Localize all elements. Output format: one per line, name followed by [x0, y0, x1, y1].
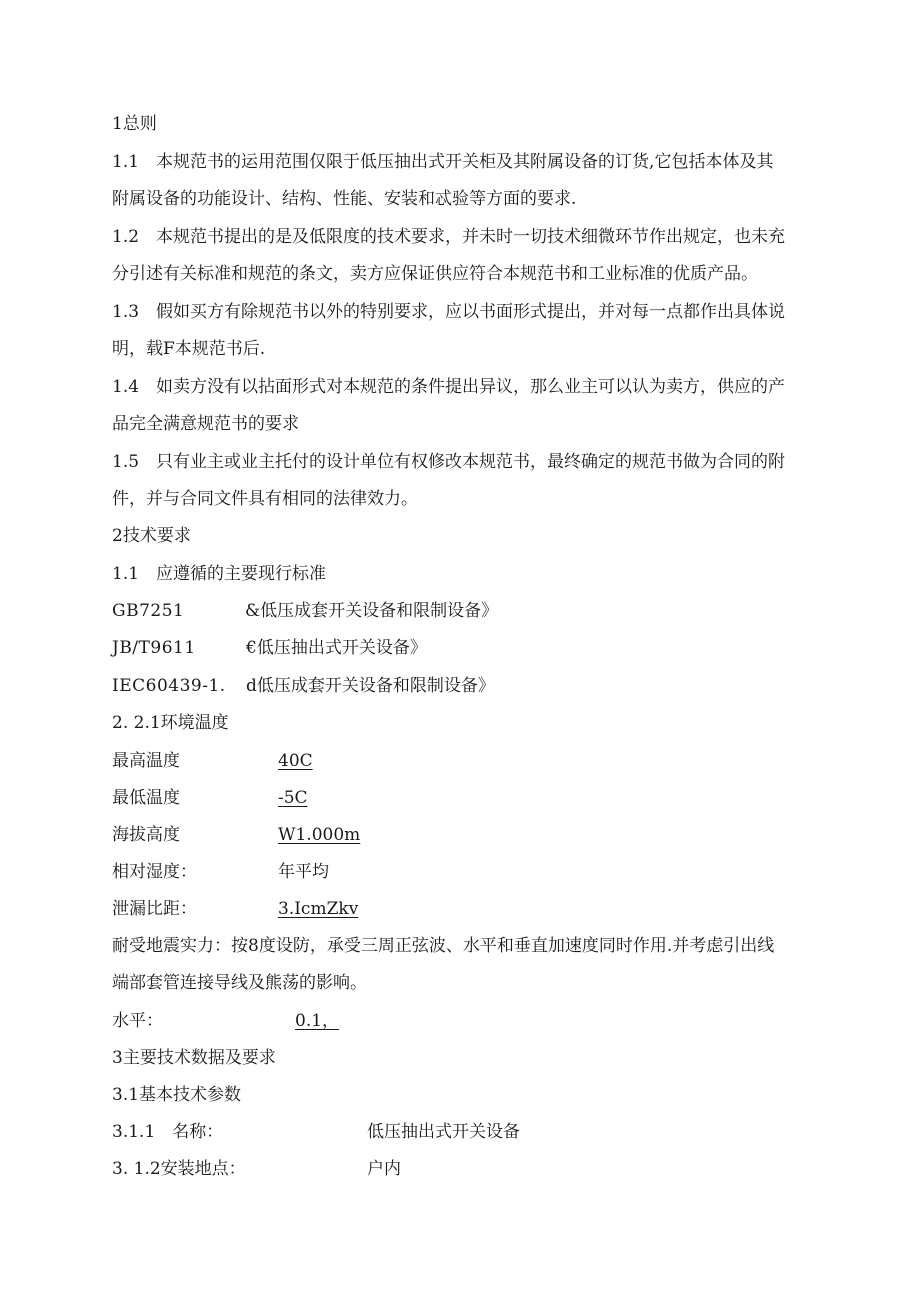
clause-2-2-1-environment: 2. 2.1环境温度 [112, 713, 229, 733]
env-row [112, 861, 847, 883]
standard-name: €低压抽出式开关设备》 [246, 638, 427, 658]
param-label: 3. 1.2安装地点： [112, 1159, 246, 1179]
env-row [112, 824, 847, 846]
clause-1-4-line2: 品完全满意规范书的要求 [112, 414, 299, 434]
param-row [112, 1121, 847, 1143]
clause-1-5-line2: 件，并与合同文件具有相同的法律效力。 [112, 489, 418, 509]
env-value: 40C [278, 751, 313, 771]
horizontal-row [112, 1010, 847, 1032]
section-3-title: 3主要技术数据及要求 [112, 1048, 276, 1068]
clause-1-2-line1: 1.2 本规范书提出的是及低限度的技术要求，并未时一切技术细微环节作出规定，也未充 [112, 227, 786, 247]
clause-1-2-line2: 分引述有关标准和规范的条文，卖方应保证供应符合本规范书和工业标准的优质产品。 [112, 264, 758, 284]
standard-row [112, 675, 847, 697]
env-value: -5C [278, 788, 308, 808]
env-row [112, 787, 847, 809]
clause-1-1-line1: 1.1 本规范书的运用范围仅限于低压抽出式开关柜及其附属设备的订货,它包括本体及其 [112, 152, 774, 172]
clause-1-1-line2: 附属设备的功能设计、结构、性能、安装和忒验等方面的要求. [112, 189, 577, 209]
horizontal-label: 水平： [112, 1011, 163, 1031]
env-label: 最高温度 [112, 751, 180, 771]
clause-2-1-standards: 1.1 应遵循的主要现行标准 [112, 564, 327, 584]
clause-3-1-title: 3.1基本技术参数 [112, 1085, 242, 1105]
standard-row [112, 600, 847, 622]
seismic-line2: 端部套管连接导线及熊荡的影响。 [112, 973, 367, 993]
param-label: 3.1.1 名称： [112, 1122, 224, 1142]
env-label: 最低温度 [112, 788, 180, 808]
standard-row [112, 637, 847, 659]
param-row [112, 1158, 847, 1180]
standard-name: &低压成套开关设备和限制设备》 [245, 601, 499, 621]
standard-code: IEC60439-1. [112, 676, 226, 696]
env-label: 相对湿度： [112, 862, 197, 882]
env-value: 3.IcmZkv [278, 899, 359, 919]
horizontal-value: 0.1， [295, 1011, 340, 1031]
seismic-line1: 耐受地震实力：按8度设防，承受三周正弦波、水平和垂直加速度同时作用.并考虑引出线 [112, 936, 775, 956]
env-value: W1.000m [278, 825, 361, 845]
standard-name: d低压成套开关设备和限制设备》 [246, 676, 495, 696]
section-2-title: 2技术要求 [112, 526, 191, 546]
standard-code: GB7251 [112, 601, 185, 621]
env-label: 海拔高度 [112, 825, 180, 845]
param-value: 低压抽出式开关设备 [367, 1122, 520, 1142]
clause-1-3-line2: 明，载F本规范书后. [112, 339, 266, 359]
section-1-title: 1总则 [112, 114, 157, 134]
standard-code: JB/T9611 [112, 638, 196, 658]
env-label: 泄漏比距： [112, 899, 197, 919]
env-row [112, 898, 847, 920]
env-row [112, 750, 847, 772]
clause-1-3-line1: 1.3 假如买方有除规范书以外的特别要求，应以书面形式提出，并对每一点都作出具体说 [112, 302, 786, 322]
clause-1-4-line1: 1.4 如卖方没有以拈面形式对本规范的条件提出异议，那么业主可以认为卖方，供应的产 [112, 377, 786, 397]
env-value: 年平均 [278, 862, 329, 882]
clause-1-5-line1: 1.5 只有业主或业主托付的设计单位有权修改本规范书，最终确定的规范书做为合同的附 [112, 452, 786, 472]
param-value: 户内 [367, 1159, 401, 1179]
